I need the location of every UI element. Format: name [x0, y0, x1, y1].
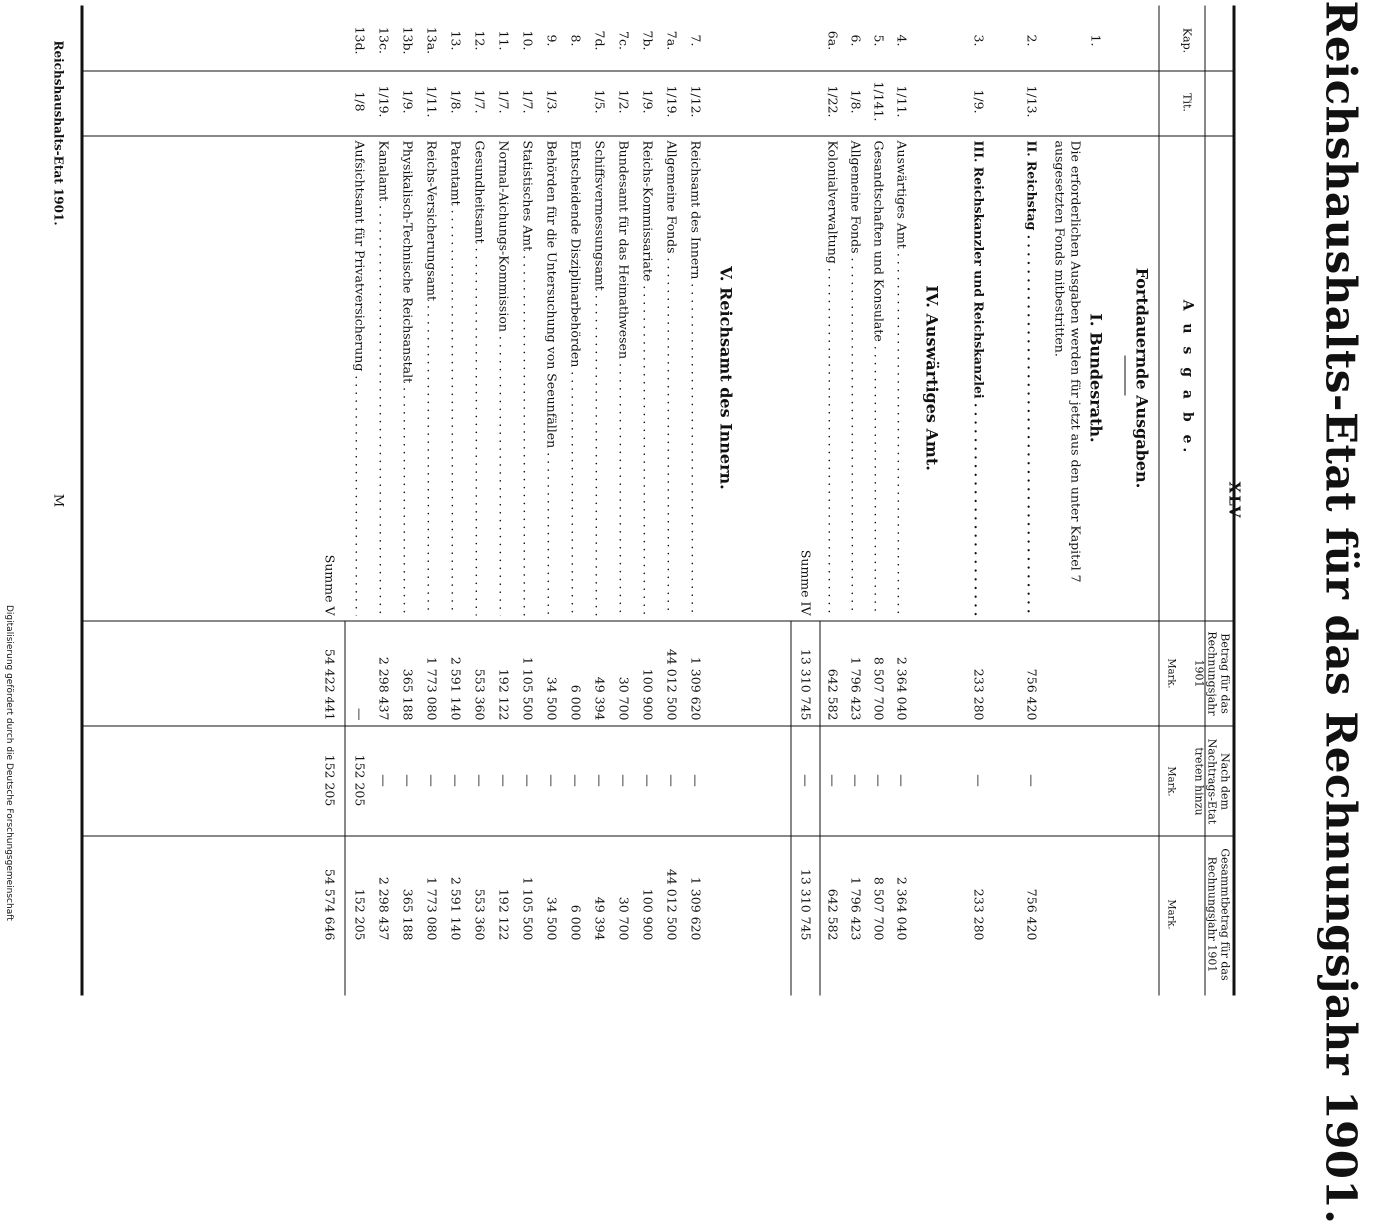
- row-betrag: 1 773 080: [424, 656, 439, 720]
- row-label: Gesundheitsamt . . .: [469, 140, 489, 615]
- section-reichsamt-innern: V. Reichsamt des Innern.: [716, 265, 735, 490]
- page-number: XLV: [1225, 480, 1243, 520]
- page-footer: Reichshaushalts-Etat 1901.: [51, 40, 65, 226]
- header-gesamt: Gesammtbetrag für das Rechnungsjahr 1901: [1205, 847, 1231, 981]
- row-kap: 7b.: [640, 30, 655, 50]
- subtotal-rule-iv-bottom: [790, 620, 791, 995]
- row-tit: 1/141.: [871, 81, 886, 121]
- row-kap: 13b.: [400, 26, 415, 54]
- row-tit: [565, 72, 585, 130]
- row-nachtrag: —: [424, 773, 439, 787]
- row-gesamt: 233 280: [971, 888, 986, 940]
- row-betrag: 34 500: [544, 676, 559, 720]
- row-tit: 1/3.: [544, 88, 559, 114]
- row-label: Gesandtschaften und Konsulate . . .: [868, 140, 888, 615]
- row-label: Normal-Aichungs-Kommission . . .: [493, 140, 513, 615]
- row-gesamt: 365 188: [400, 888, 415, 940]
- row-nachtrag: —: [871, 773, 886, 787]
- row-kap: 2.: [1024, 34, 1039, 46]
- row-kap: 10.: [520, 30, 535, 50]
- table-top-rule: [1232, 5, 1235, 995]
- row-tit: 1/7.: [496, 88, 511, 114]
- row-gesamt: 100 900: [640, 888, 655, 940]
- sum-v-betrag: 54 422 441: [322, 648, 337, 720]
- row-kap: 6a.: [825, 30, 840, 50]
- row-betrag: —: [352, 707, 367, 720]
- col-rule-betrag: [83, 725, 1235, 726]
- row-gesamt: 152 205: [352, 888, 367, 940]
- row-nachtrag: —: [592, 773, 607, 787]
- row-gesamt: 553 360: [472, 888, 487, 940]
- row-nachtrag: —: [688, 773, 703, 787]
- header-nachtrag: Nach dem Nachtrags-Etat treten hinzu: [1192, 738, 1231, 824]
- row-kap: 6.: [848, 34, 863, 46]
- row-gesamt: 2 298 437: [376, 876, 391, 940]
- row-label: Allgemeine Fonds . . .: [661, 140, 681, 615]
- row-label: Allgemeine Fonds . . .: [845, 140, 865, 615]
- row-nachtrag: —: [664, 773, 679, 787]
- row-betrag: 642 582: [825, 668, 840, 720]
- row-betrag: 2 364 040: [894, 656, 909, 720]
- row-kap: 13d.: [352, 26, 367, 54]
- row-betrag: 756 420: [1024, 668, 1039, 720]
- row-betrag: 8 507 700: [871, 656, 886, 720]
- row-tit: 1/5.: [592, 88, 607, 114]
- row-kap: 7d.: [592, 30, 607, 50]
- section-reichstag: II. Reichstag . . .: [1021, 140, 1041, 615]
- row-kap: 13a.: [424, 26, 439, 54]
- row-tit: 1/11.: [894, 84, 909, 118]
- row-nachtrag: —: [1024, 773, 1039, 787]
- section-auswaertiges-amt: IV. Auswärtiges Amt.: [922, 284, 941, 471]
- row-kap: 7.: [688, 34, 703, 46]
- row-kap: 4.: [894, 34, 909, 46]
- row-betrag: 192 122: [496, 668, 511, 720]
- row-kap: 7c.: [616, 30, 631, 50]
- bundesrath-note: Die erforderlichen Ausgaben werden für jetzt aus den unter Kapitel 7 ausgesetzten Fonds mitbestritten.: [1052, 140, 1083, 583]
- row-label: Statistisches Amt . . .: [517, 140, 537, 615]
- row-kap: 7a.: [664, 30, 679, 50]
- row-nachtrag: —: [568, 773, 583, 787]
- row-betrag: 2 298 437: [376, 656, 391, 720]
- row-betrag: 1 796 423: [848, 656, 863, 720]
- row-nachtrag: —: [544, 773, 559, 787]
- row-tit: 1/9.: [640, 88, 655, 114]
- sum-v-nachtrag: 152 205: [322, 754, 337, 806]
- row-kap: 3.: [971, 34, 986, 46]
- row-betrag: 30 700: [616, 676, 631, 720]
- row-tit: 1/9.: [400, 88, 415, 114]
- row-tit: 1/7.: [472, 88, 487, 114]
- row-tit: 1/22.: [825, 84, 840, 118]
- section-reichskanzler: III. Reichskanzler und Reichskanzlei . . .: [968, 140, 988, 615]
- col-rule-label: [83, 620, 1235, 621]
- page-title: Reichshaushalts-Etat für das Rechnungsjahr 1901.: [1316, 0, 1365, 1224]
- row-gesamt: 2 591 140: [448, 876, 463, 940]
- row-gesamt: 8 507 700: [871, 876, 886, 940]
- sum-iv-nachtrag: —: [798, 773, 813, 787]
- row-betrag: 365 188: [400, 668, 415, 720]
- row-gesamt: 34 500: [544, 896, 559, 940]
- row-nachtrag: —: [894, 773, 909, 787]
- row-label: Bundesamt für das Heimathwesen . . .: [613, 140, 633, 615]
- header-nachtrag-unit: Mark.: [1165, 765, 1176, 797]
- section-bundesrath: I. Bundesrath.: [1086, 312, 1105, 443]
- row-gesamt: 192 122: [496, 888, 511, 940]
- row-tit: 1/8.: [448, 88, 463, 114]
- row-tit: 1/8.: [848, 88, 863, 114]
- row-nachtrag: —: [376, 773, 391, 787]
- row-betrag: 44 012 500: [664, 648, 679, 720]
- row-kap: 13c.: [376, 26, 391, 54]
- row-tit: 1/13.: [1024, 84, 1039, 118]
- row-gesamt: 6 000: [568, 904, 583, 940]
- header-gesamt-unit: Mark.: [1165, 898, 1176, 930]
- row-gesamt: 44 012 500: [664, 868, 679, 940]
- row-tit: 1/12.: [688, 84, 703, 118]
- row-nachtrag: 152 205: [352, 754, 367, 806]
- section-heading: Fortdauernde Ausgaben.: [1132, 267, 1151, 488]
- row-betrag: 49 394: [592, 676, 607, 720]
- header-betrag: Betrag für das Rechnungsjahr 1901: [1192, 630, 1231, 716]
- sum-v-gesamt: 54 574 646: [322, 868, 337, 940]
- digitization-credit-text: Digitalisierung gefördert durch die Deutsche Forschungsgemeinschaft: [4, 605, 14, 921]
- row-kap: 5.: [871, 34, 886, 46]
- col-rule-tit: [83, 135, 1235, 136]
- sum-iv-betrag: 13 310 745: [798, 648, 813, 720]
- row-betrag: 1 105 500: [520, 656, 535, 720]
- signature-letter: M: [50, 493, 65, 507]
- header-kap: Kap.: [1180, 27, 1193, 53]
- header-tit: Tit.: [1180, 92, 1193, 112]
- row-label: Reichsamt des Innern . . .: [685, 140, 705, 615]
- sum-v-label: Summe V: [322, 554, 337, 615]
- row-tit: 1/8: [352, 90, 367, 112]
- sum-iv-label: Summe IV: [798, 549, 813, 615]
- digitization-credit: [4, 605, 14, 990]
- row-kap: 1.: [1088, 34, 1103, 46]
- row-nachtrag: —: [472, 773, 487, 787]
- row-tit: 1/11.: [424, 84, 439, 118]
- row-gesamt: 2 364 040: [894, 876, 909, 940]
- row-nachtrag: —: [520, 773, 535, 787]
- row-gesamt: 1 796 423: [848, 876, 863, 940]
- row-kap: 12.: [472, 30, 487, 50]
- table-bottom-rule: [80, 5, 83, 995]
- row-betrag: 553 360: [472, 668, 487, 720]
- row-label: Entscheidende Disziplinarbehörden . . .: [565, 140, 585, 615]
- row-tit: 1/2.: [616, 88, 631, 114]
- subtotal-rule-v: [344, 620, 345, 995]
- row-tit: 1/19.: [664, 84, 679, 118]
- row-label: Physikalisch-Technische Reichsanstalt . . .: [397, 140, 417, 615]
- row-nachtrag: —: [616, 773, 631, 787]
- heading-rule: [1124, 355, 1125, 395]
- row-kap: 13.: [448, 30, 463, 50]
- row-gesamt: 49 394: [592, 896, 607, 940]
- row-label: Reichs-Versicherungsamt . . .: [421, 140, 441, 615]
- row-gesamt: 756 420: [1024, 888, 1039, 940]
- header-betrag-unit: Mark.: [1165, 657, 1176, 689]
- row-nachtrag: —: [848, 773, 863, 787]
- header-ausgabe: A u s g a b e.: [1179, 299, 1195, 456]
- row-label: Kolonialverwaltung . . .: [822, 140, 842, 615]
- row-kap: 11.: [496, 30, 511, 50]
- row-gesamt: 642 582: [825, 888, 840, 940]
- row-gesamt: 1 105 500: [520, 876, 535, 940]
- sum-iv-gesamt: 13 310 745: [798, 868, 813, 940]
- row-betrag: 233 280: [971, 668, 986, 720]
- row-nachtrag: —: [400, 773, 415, 787]
- row-label: Auswärtiges Amt . . .: [891, 140, 911, 615]
- row-label: Reichs-Kommissariate . . .: [637, 140, 657, 615]
- col-rule-kap: [83, 70, 1235, 71]
- row-tit: 1/19.: [376, 84, 391, 118]
- row-label: Schiffsvermessungsamt . . .: [589, 140, 609, 615]
- row-gesamt: 1 309 620: [688, 876, 703, 940]
- col-rule-nachtrag: [83, 835, 1235, 836]
- row-nachtrag: —: [496, 773, 511, 787]
- row-betrag: 100 900: [640, 668, 655, 720]
- row-nachtrag: —: [640, 773, 655, 787]
- row-label: Behörden für die Untersuchung von Seeunfällen . . .: [541, 140, 561, 615]
- row-label: Aufsichtsamt für Privatversicherung . . .: [349, 140, 369, 615]
- row-betrag: 6 000: [568, 684, 583, 720]
- row-kap: 8.: [568, 34, 583, 46]
- subtotal-rule-iv: [819, 620, 820, 995]
- row-label: Patentamt . . .: [445, 140, 465, 615]
- row-nachtrag: —: [448, 773, 463, 787]
- row-label: Kanalamt . . .: [373, 140, 393, 615]
- header-bottom-rule: [1158, 5, 1159, 995]
- row-kap: 9.: [544, 34, 559, 46]
- row-nachtrag: —: [971, 773, 986, 787]
- row-betrag: 2 591 140: [448, 656, 463, 720]
- row-gesamt: 1 773 080: [424, 876, 439, 940]
- row-tit: 1/9.: [971, 88, 986, 114]
- row-nachtrag: —: [825, 773, 840, 787]
- row-betrag: 1 309 620: [688, 656, 703, 720]
- row-gesamt: 30 700: [616, 896, 631, 940]
- row-tit: 1/7.: [520, 88, 535, 114]
